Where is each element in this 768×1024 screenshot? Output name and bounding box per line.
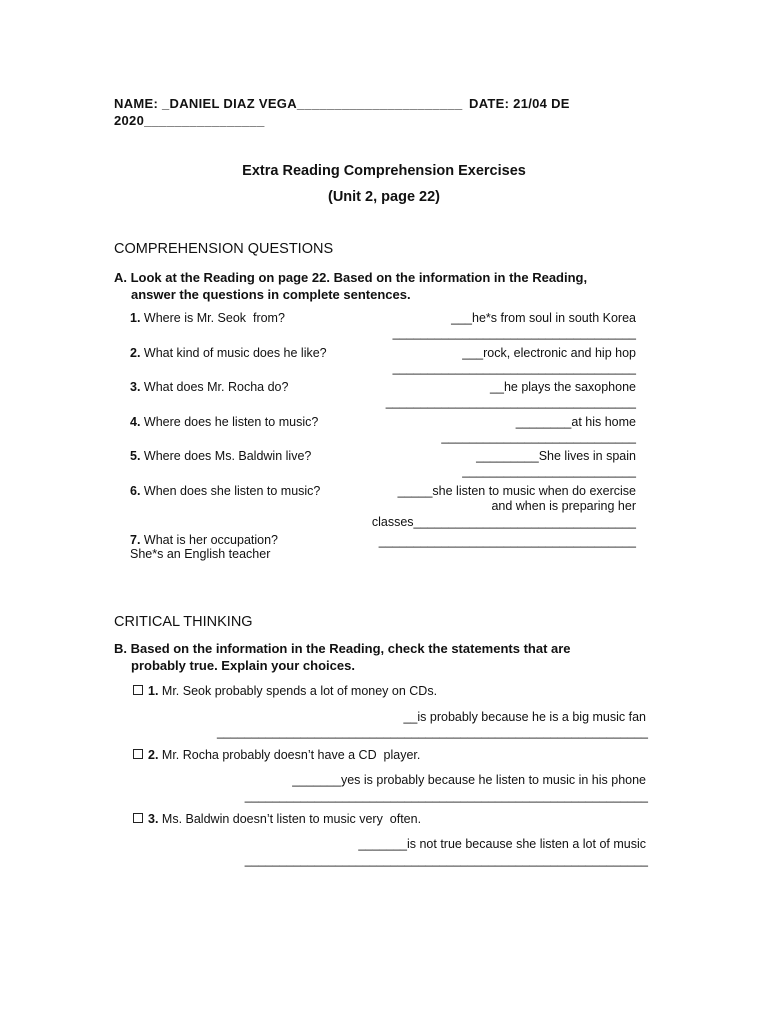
- statement-number: 2.: [148, 748, 159, 762]
- question-text: Where is Mr. Seok from?: [140, 311, 285, 325]
- page-title: Extra Reading Comprehension Exercises: [242, 163, 526, 179]
- question-text: What does Mr. Rocha do?: [140, 380, 289, 394]
- statement-number: 3.: [148, 812, 159, 826]
- statement-3-line: __________________________________________________________: [244, 853, 648, 867]
- instruction-b-line-1: B. Based on the information in the Reading, check the statements that are: [114, 641, 571, 656]
- statement-3-answer: _______is not true because she listen a lot of music: [358, 837, 646, 851]
- question-number: 4.: [130, 415, 141, 429]
- statement-2-answer: _______yes is probably because he listen to music in his phone: [292, 773, 646, 787]
- date-year: 2020________________: [114, 113, 265, 128]
- answer-6-line-1: _____she listen to music when do exercise: [397, 484, 636, 498]
- statement-text: Mr. Seok probably spends a lot of money on CDs.: [158, 684, 438, 698]
- question-text: What is her occupation?: [140, 533, 279, 547]
- instruction-a: [114, 269, 624, 303]
- statement-3: [133, 812, 421, 826]
- answer-3-line: ____________________________________: [385, 395, 636, 409]
- question-number: 5.: [130, 449, 141, 463]
- answer-7-line: _____________________________________: [378, 534, 636, 548]
- answer-7: She*s an English teacher: [130, 547, 271, 561]
- question-7: [130, 533, 278, 547]
- answer-4-line: ____________________________: [441, 430, 636, 444]
- question-4: [130, 415, 318, 429]
- answer-1-line: ___________________________________: [392, 326, 636, 340]
- question-number: 1.: [130, 311, 141, 325]
- question-text: What kind of music does he like?: [140, 346, 327, 360]
- instruction-a-line-1: A. Look at the Reading on page 22. Based on the information in the Reading,: [114, 270, 588, 285]
- instruction-a-line-2: answer the questions in complete sentences.: [131, 287, 411, 302]
- answer-5: _________She lives in spain: [476, 449, 636, 463]
- statement-2-line: __________________________________________________________: [244, 789, 648, 803]
- page-subtitle: (Unit 2, page 22): [328, 189, 440, 205]
- question-text: Where does he listen to music?: [140, 415, 319, 429]
- name-field: NAME: _DANIEL DIAZ VEGA______________________: [114, 96, 463, 111]
- question-number: 7.: [130, 533, 141, 547]
- critical-thinking-heading: CRITICAL THINKING: [114, 614, 253, 630]
- question-2: [130, 346, 327, 360]
- date-field: DATE: 21/04 DE: [469, 96, 570, 111]
- statement-text: Mr. Rocha probably doesn’t have a CD player.: [158, 748, 421, 762]
- question-number: 3.: [130, 380, 141, 394]
- question-text: When does she listen to music?: [140, 484, 321, 498]
- question-number: 2.: [130, 346, 141, 360]
- answer-2: ___rock, electronic and hip hop: [462, 346, 636, 360]
- statement-1-answer: __is probably because he is a big music fan: [403, 710, 646, 724]
- instruction-b: [114, 640, 624, 674]
- checkbox-1[interactable]: [133, 685, 143, 695]
- statement-text: Ms. Baldwin doesn’t listen to music very often.: [158, 812, 422, 826]
- checkbox-3[interactable]: [133, 813, 143, 823]
- answer-6-line-2: and when is preparing her: [491, 499, 636, 513]
- answer-4: ________at his home: [515, 415, 636, 429]
- question-3: [130, 380, 288, 394]
- answer-3: __he plays the saxophone: [490, 380, 636, 394]
- answer-6-line-3: classes________________________________: [371, 515, 636, 529]
- answer-5-line: _________________________: [462, 464, 636, 478]
- statement-number: 1.: [148, 684, 159, 698]
- comprehension-heading: COMPREHENSION QUESTIONS: [114, 241, 334, 257]
- statement-1-line: ______________________________________________________________: [216, 725, 648, 739]
- checkbox-2[interactable]: [133, 749, 143, 759]
- answer-1: ___he*s from soul in south Korea: [451, 311, 636, 325]
- question-text: Where does Ms. Baldwin live?: [140, 449, 312, 463]
- answer-2-line: ___________________________________: [392, 361, 636, 375]
- question-5: [130, 449, 311, 463]
- statement-2: [133, 748, 420, 762]
- instruction-b-line-2: probably true. Explain your choices.: [131, 658, 355, 673]
- question-1: [130, 311, 285, 325]
- question-6: [130, 484, 320, 498]
- statement-1: [133, 684, 437, 698]
- question-number: 6.: [130, 484, 141, 498]
